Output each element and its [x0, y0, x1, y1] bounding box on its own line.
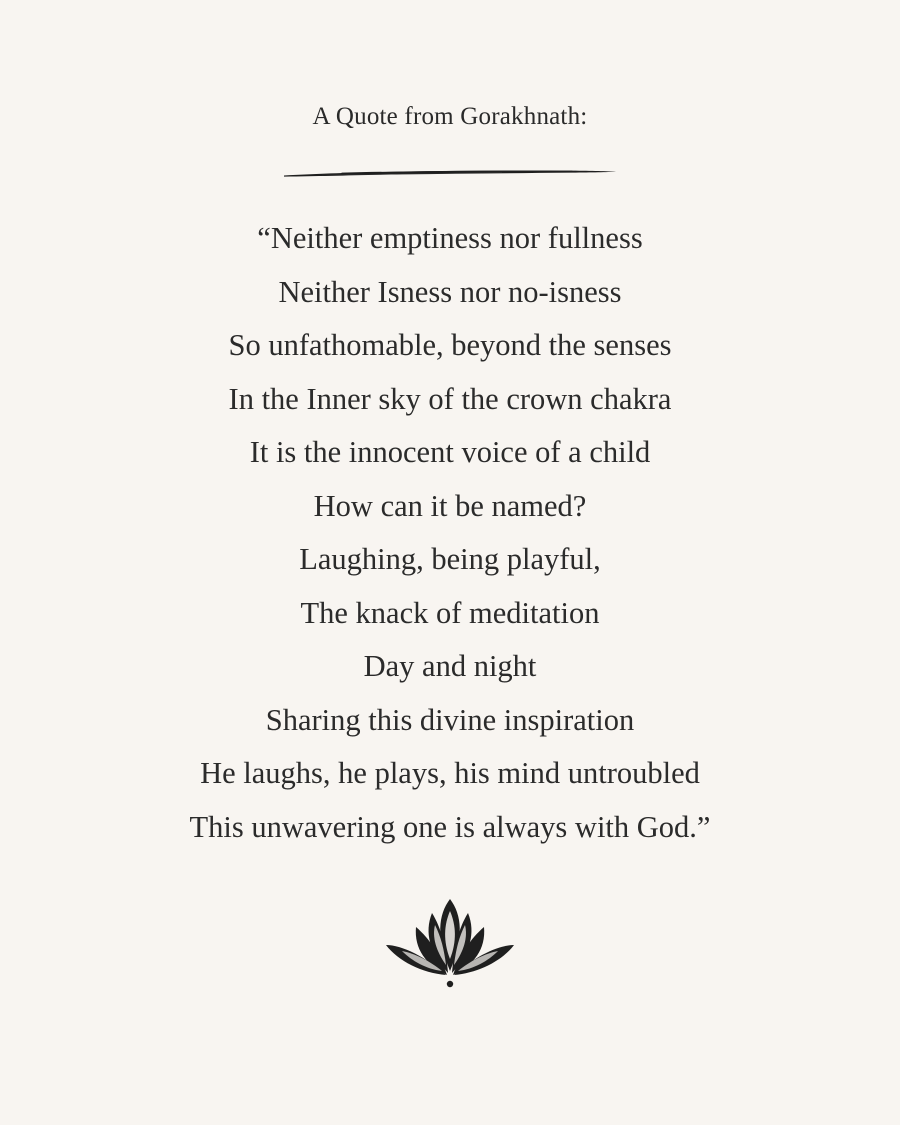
- poem-line: How can it be named?: [313, 488, 587, 523]
- poem-line: In the Inner sky of the crown chakra: [228, 381, 672, 416]
- poem-line: So unfathomable, beyond the senses: [228, 328, 672, 362]
- poem-line: Day and night: [363, 649, 537, 683]
- poem-line: He laughs, he plays, his mind untroubled: [200, 756, 700, 790]
- poem-line: This unwavering one is always with God.”: [189, 809, 711, 844]
- quote-poem: [0, 212, 900, 854]
- quote-heading: A Quote from Gorakhnath:: [312, 103, 588, 130]
- poem-line: The knack of meditation: [300, 595, 600, 630]
- poem-line: “Neither emptiness nor fullness: [257, 221, 643, 255]
- brush-stroke-divider: [282, 164, 618, 180]
- poem-line: Neither Isness nor no-isness: [278, 274, 622, 309]
- poem-line: It is the innocent voice of a child: [249, 435, 651, 469]
- poem-line: Sharing this divine inspiration: [265, 702, 635, 737]
- poem-line: Laughing, being playful,: [299, 542, 601, 576]
- lotus-icon: [380, 893, 520, 989]
